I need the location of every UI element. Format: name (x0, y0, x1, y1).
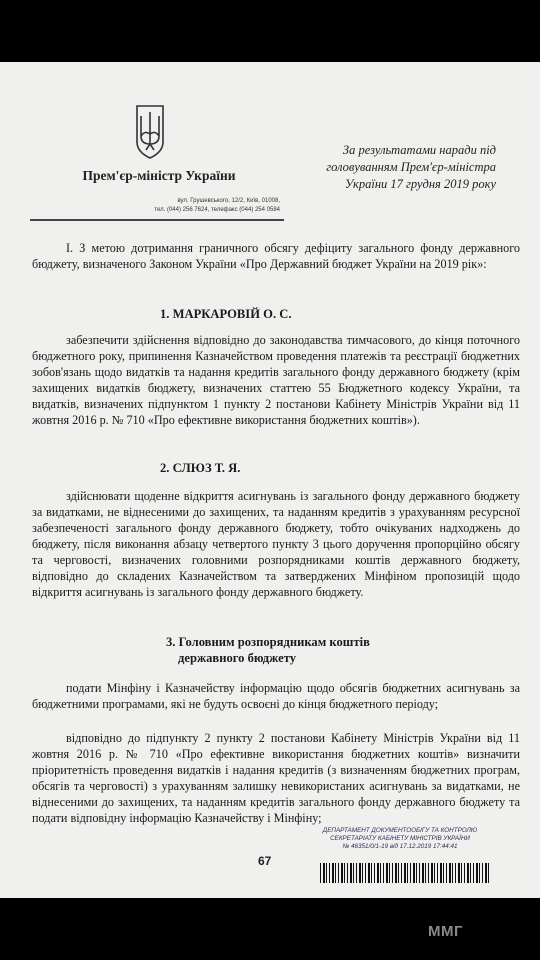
resolution-line: головуванням Прем'єр-міністра (326, 160, 496, 174)
resolution-note (300, 142, 496, 193)
resolution-line: За результатами наради під (342, 143, 496, 157)
stamp-line: СЕКРЕТАРІАТУ КАБІНЕТУ МІНІСТРІВ УКРАЇНИ (330, 835, 470, 842)
resolution-line: України 17 грудня 2019 року (344, 177, 496, 191)
section-2-heading: 2. СЛЮЗ Т. Я. (160, 461, 241, 475)
intro-paragraph: І. З метою дотримання граничного обсягу дефіциту загального фонду державного бюджету, визначеного Законом України «Про Державний бюджет України на 2019 рік»: (32, 241, 520, 271)
section-3-paragraph-2: відповідно до підпункту 2 пункту 2 постанови Кабінету Міністрів України від 11 жовтня 2016 р. № 710 «Про ефективне використання бюджетних коштів» визначити пріоритетність проведення видатків і надання кредитів (з визначенням бюджетних програм, обсягів та черговості) з урахуванням залишку невикористаних асигнувань за видатками, не віднесеними до захищених, та наданням кредитів загального фонду державного бюджету та подати відповідну інформацію Казначейству і Мінфіну; (32, 731, 520, 825)
watermark-logo: ММГ (428, 923, 463, 940)
page-number: 67 (258, 854, 272, 868)
section-3-heading-line2: державного бюджету (178, 651, 297, 665)
letterhead-divider (30, 219, 284, 221)
registration-stamp (300, 827, 500, 851)
barcode (320, 863, 490, 883)
section-3-paragraph-1: подати Мінфіну і Казначейству інформацію щодо обсягів бюджетних асигнувань за бюджетними програмами, які не будуть освоєні до кінця бюджетного періоду; (32, 681, 520, 711)
section-3-heading-line1: 3. Головним розпорядникам коштів (166, 635, 370, 649)
document-page (0, 62, 540, 898)
section-1-heading: 1. МАРКАРОВІЙ О. С. (160, 307, 292, 321)
stamp-line: ДЕПАРТАМЕНТ ДОКУМЕНТООБІГУ ТА КОНТРОЛЮ (322, 827, 478, 834)
section-1-paragraph: забезпечити здійснення відповідно до законодавства тимчасового, до кінця поточного бюджетного року, припинення Казначейством проведення платежів та реєстрації бюджетних зобов'язань щодо видатків та надання кредитів загального фонду державного бюджету (крім захищених видатків бюджету, визначених статтею 55 Бюджетного кодексу України, та видатків, визначених підпунктом 1 пункту 2 постанови Кабінету Міністрів України від 11 жовтня 2016 р. № 710 «Про ефективне використання бюджетних коштів»). (32, 333, 520, 427)
address-line: вул. Грушевського, 12/2, Київ, 01008, (177, 198, 280, 204)
stamp-line: № 46351/0/1-19 від 17.12.2019 17:44:41 (342, 843, 458, 850)
letterhead-title: Прем'єр-міністр України (82, 168, 236, 183)
letterhead-address (40, 197, 280, 215)
contact-line: тел. (044) 256 7624, телефакс (044) 254 0584 (154, 207, 280, 213)
trident-coat-of-arms-icon (135, 104, 165, 160)
section-2-paragraph: здійснювати щоденне відкриття асигнувань із загального фонду державного бюджету за видатками, не віднесеними до захищених, та наданням кредитів з урахуванням ресурсної забезпеченості загального фонду державного бюджету, тобто очікуваних надходжень до бюджету, після виконання абзацу четвертого пункту 3 цього доручення пропорційно обсягу та черговості, визначених головними розпорядниками коштів державного бюджету, відповідно до складених Казначейством та затверджених Мінфіном пропозицій щодо відкриття асигнувань із загального фонду державного бюджету. (32, 489, 520, 599)
